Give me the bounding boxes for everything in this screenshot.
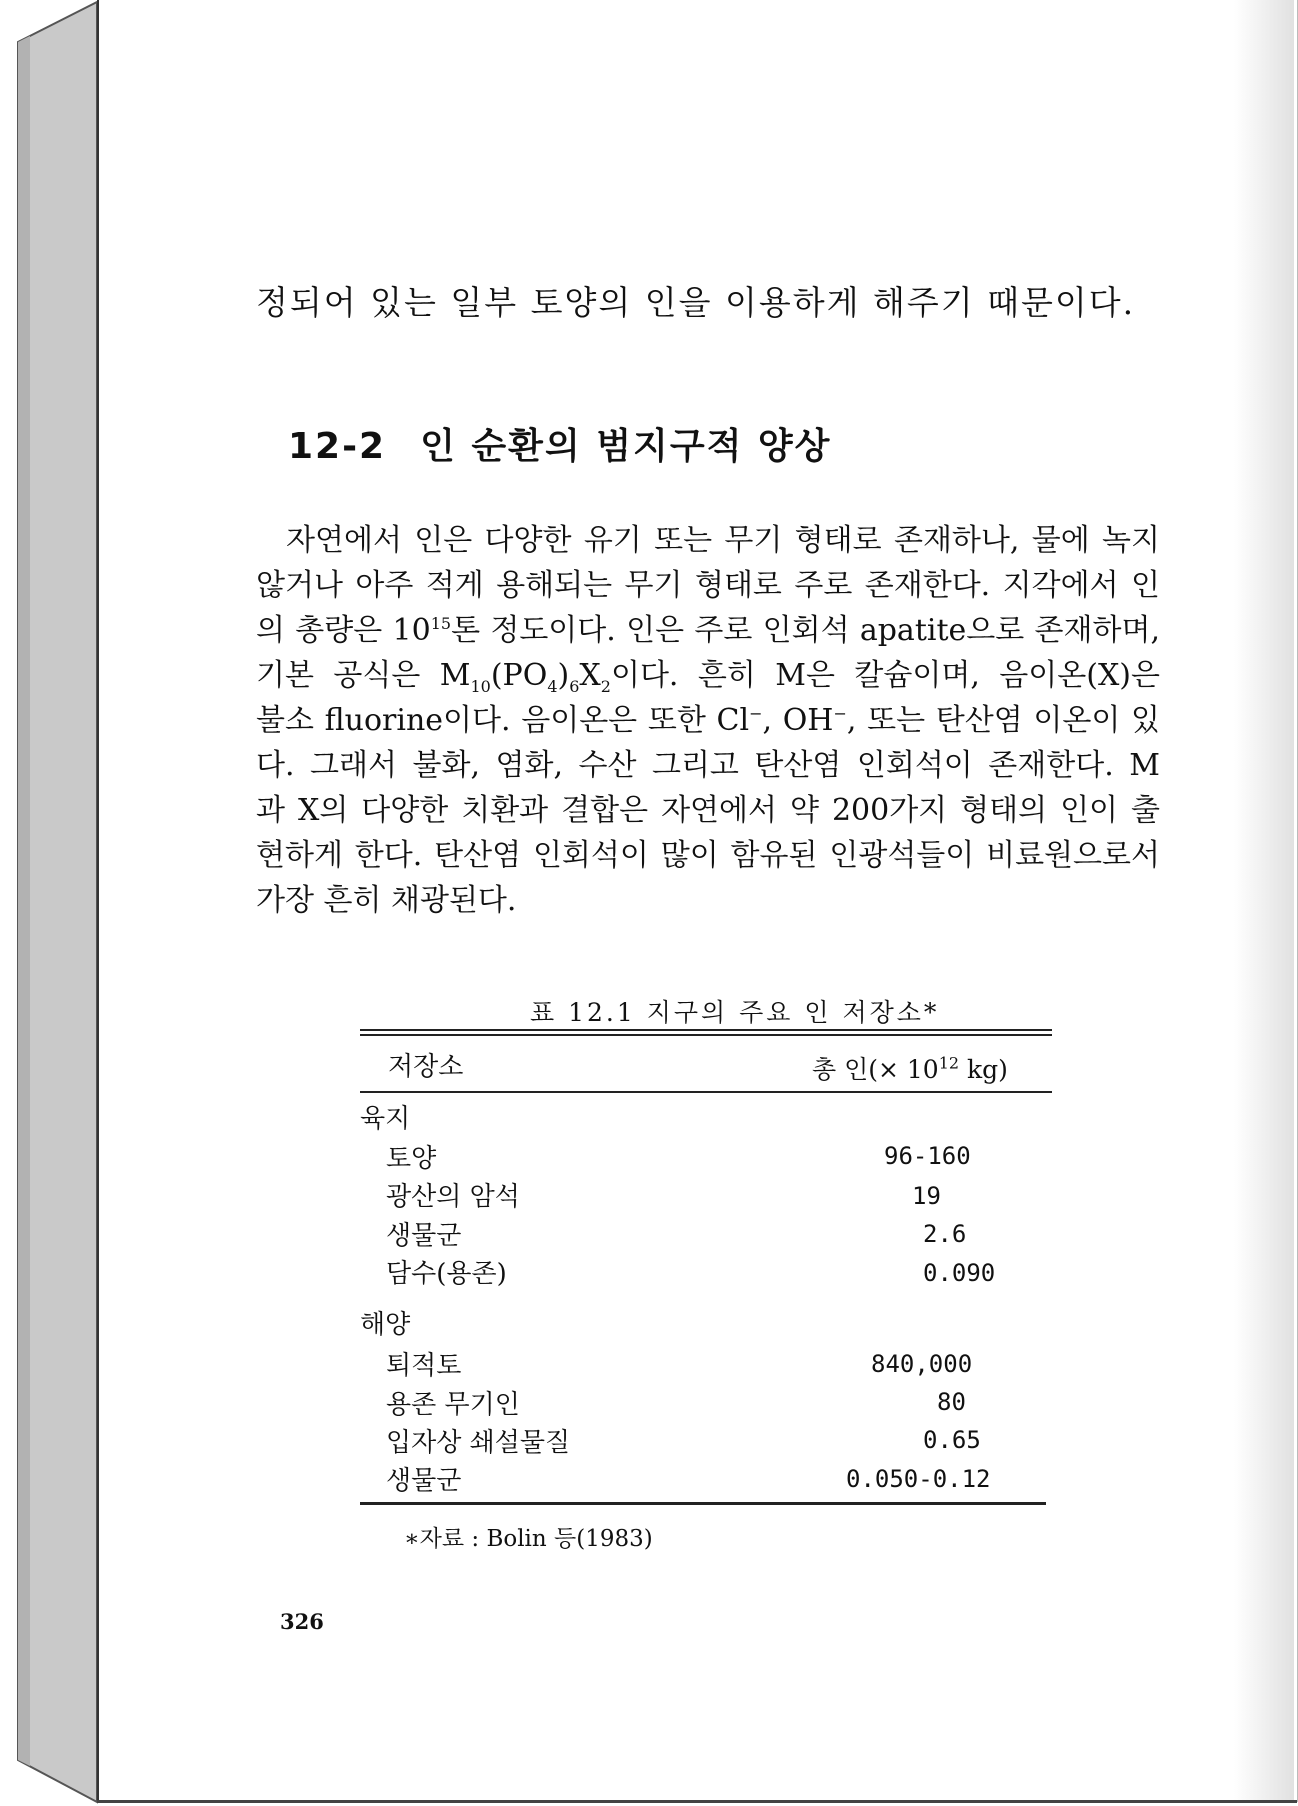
paragraph-line	[256, 608, 1160, 653]
paragraph-line: 자연에서 인은 다양한 유기 또는 무기 형태로 존재하나, 물에 녹지	[286, 523, 1160, 558]
text-run: 불소 fluorine이다. 음이온은 또한 Cl	[256, 703, 750, 738]
text-run: 의 총량은 10	[256, 613, 431, 648]
table-row-value: 0.090	[923, 1259, 996, 1287]
paragraph-line: 현하게 한다. 탄산염 인회석이 많이 함유된 인광석들이 비료원으로서	[256, 838, 1160, 873]
subscript: 4	[547, 677, 558, 696]
table-row-label: 생물군	[386, 1466, 462, 1496]
text-run: X	[579, 658, 601, 693]
section-title: 인 순환의 범지구적 양상	[420, 426, 832, 467]
table-header-total	[812, 1050, 1008, 1086]
table-top-rule-inner	[360, 1034, 1052, 1036]
superscript: 15	[430, 614, 452, 633]
text-run: (PO	[490, 658, 548, 693]
table-row-label: 담수(용존)	[386, 1259, 507, 1289]
text-run: , 또는 탄산염 이온이 있	[846, 703, 1160, 738]
paragraph-line: 과 X의 다양한 치환과 결합은 자연에서 약 200가지 형태의 인이 출	[256, 793, 1160, 828]
paragraph-line: 않거나 아주 적게 용해되는 무기 형태로 주로 존재한다. 지각에서 인	[256, 568, 1160, 603]
page-bottom-edge	[97, 1800, 1297, 1803]
paragraph-line: 가장 흔히 채광된다.	[256, 883, 517, 918]
paragraph-line	[256, 698, 1160, 743]
text-run: )	[557, 658, 570, 693]
text-run: 총 인(× 10	[812, 1055, 939, 1084]
table-row-value: 96-160	[884, 1142, 971, 1170]
superscript: 12	[938, 1053, 960, 1073]
paragraph-line: 다. 그래서 불화, 염화, 수산 그리고 탄산염 인회석이 존재한다. M	[256, 748, 1160, 783]
table-row-value: 2.6	[923, 1220, 967, 1248]
table-row-label: 토양	[386, 1144, 437, 1174]
body-paragraph	[256, 518, 1160, 923]
table-row-value: 0.050-0.12	[846, 1465, 991, 1493]
table-group-ocean: 해양	[360, 1310, 411, 1340]
table-row-value: 19	[912, 1182, 941, 1210]
table-header-reservoir: 저장소	[388, 1052, 464, 1082]
superscript: −	[749, 704, 763, 723]
table-row-label: 생물군	[386, 1221, 462, 1251]
book-spine	[0, 0, 100, 1806]
table-row-label: 입자상 쇄설물질	[386, 1428, 571, 1458]
text-run: kg)	[959, 1055, 1008, 1084]
table-row-value: 840,000	[871, 1350, 973, 1378]
table-row-label: 용존 무기인	[386, 1390, 520, 1420]
table-top-rule	[360, 1029, 1052, 1031]
superscript: −	[833, 704, 847, 723]
section-number: 12-2	[288, 426, 387, 467]
text-run: 톤 정도이다. 인은 주로 인회석 apatite으로 존재하며,	[451, 613, 1160, 648]
section-heading	[288, 418, 831, 469]
table-row-label: 퇴적토	[386, 1351, 462, 1381]
table-source-note: ∗자료 : Bolin 등(1983)	[404, 1526, 653, 1552]
text-run: 이다. 흔히 M은 칼슘이며, 음이온(X)은	[610, 658, 1160, 693]
table-group-land: 육지	[360, 1104, 411, 1134]
page-number: 326	[280, 1609, 324, 1634]
table-row-value: 0.65	[923, 1426, 981, 1454]
continuation-line: 정되어 있는 일부 토양의 인을 이용하게 해주기 때문이다.	[256, 283, 1136, 322]
subscript: 10	[470, 677, 491, 696]
book-edge-graphic	[0, 0, 100, 1806]
page-edge-shadow	[1234, 0, 1294, 1802]
text-run: 기본 공식은 M	[256, 658, 471, 693]
subscript: 6	[569, 677, 580, 696]
table-caption: 표 12.1 지구의 주요 인 저장소*	[530, 998, 940, 1027]
text-run: , OH	[762, 703, 834, 738]
table-bottom-rule	[360, 1502, 1046, 1505]
paragraph-line	[256, 653, 1160, 698]
table-row-value: 80	[937, 1388, 966, 1416]
subscript: 2	[600, 677, 611, 696]
table-row-label: 광산의 암석	[386, 1182, 520, 1212]
table-header-rule	[360, 1091, 1052, 1093]
